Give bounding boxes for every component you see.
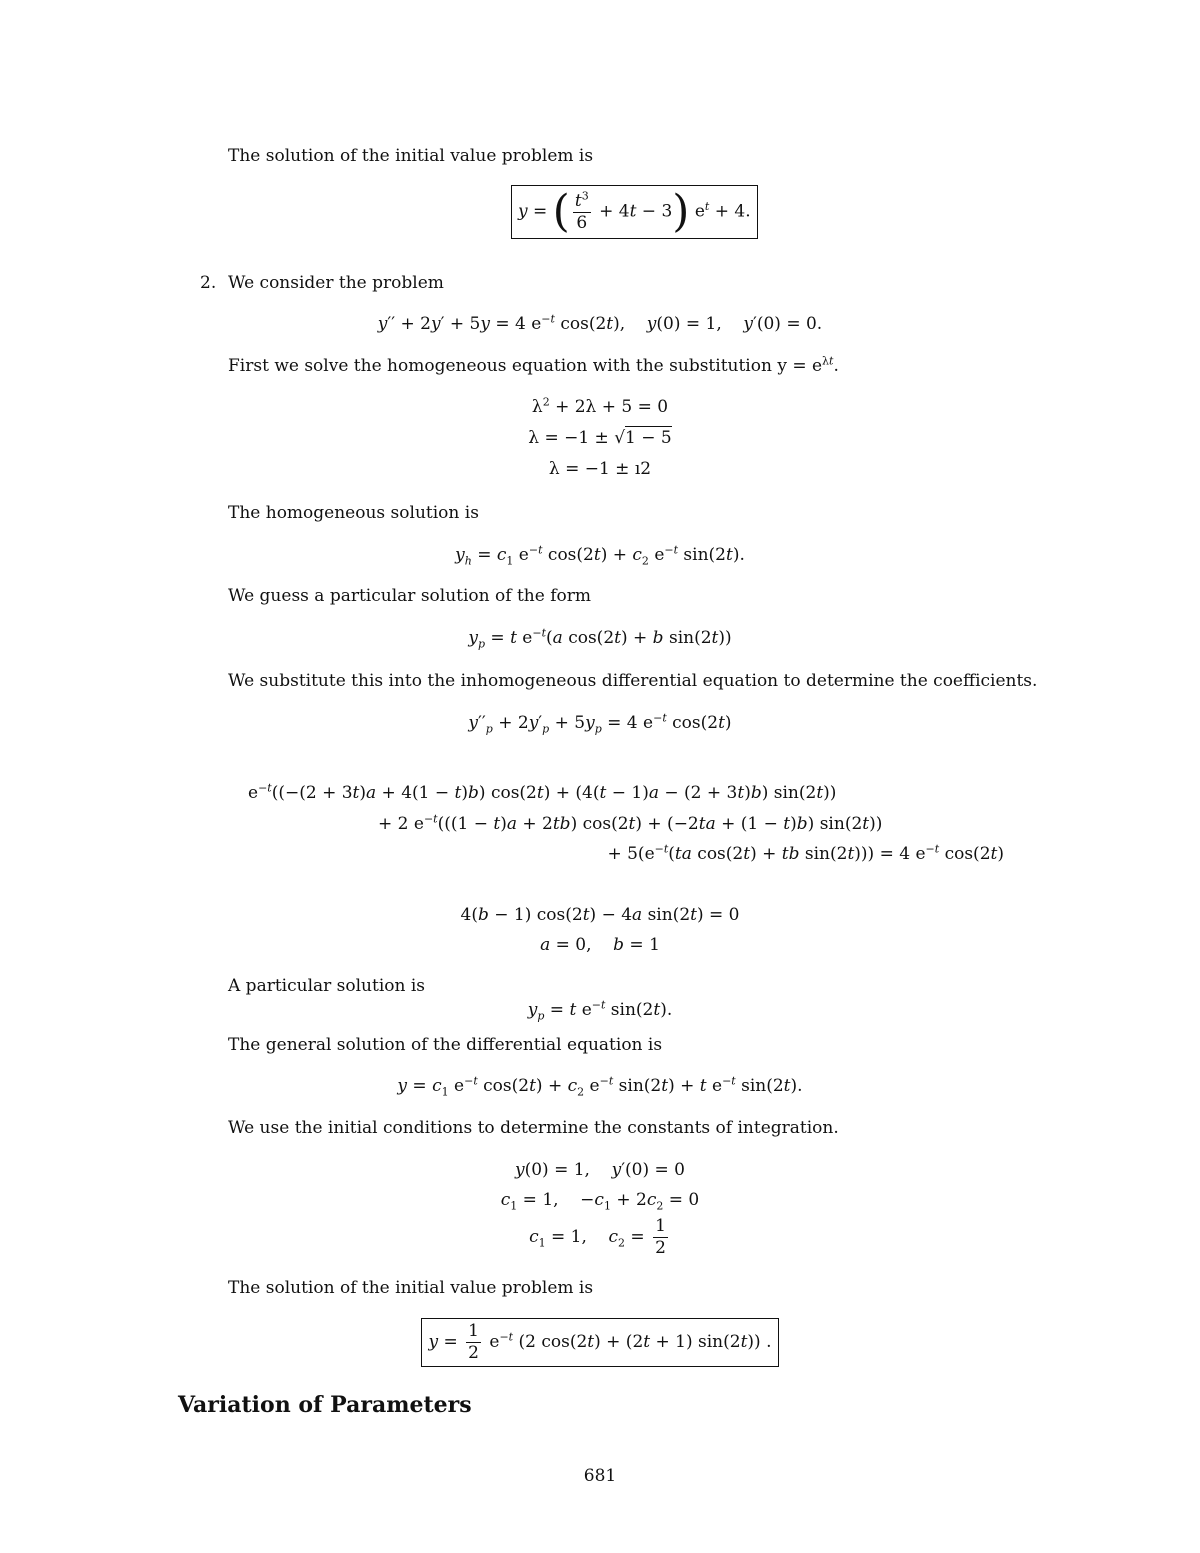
text-consider-problem: We consider the problem — [228, 273, 444, 293]
equation-coefficients: a = 0, b = 1 — [540, 935, 660, 955]
text-solution-ivp-1: The solution of the initial value problem is — [228, 146, 594, 166]
text-particular: A particular solution is — [228, 976, 426, 996]
equation-general-solution: $y = c_1$ $e^{-t}$ $\cos(2t) + c_2$ $e^{-t}$ sin(2t) + t $e^{-t}$ sin(2t). — [397, 1074, 803, 1099]
text-general: The general solution of the differential equation is — [228, 1035, 663, 1055]
boxed-solution-2: y = $\frac{1}{2}$ $e^{-t}$ (2 cos(2t) + (2t + 1) sin(2t)) . — [0, 1318, 1200, 1367]
text-initial-conditions: We use the initial conditions to determine the constants of integration. — [228, 1118, 839, 1138]
equation-constants-values: $c_1 = 1$, $c_2$ = $\frac{1}{2}$ — [529, 1216, 666, 1258]
equation-constants-system: $c_1 = 1$, $-c_1 + 2c_2 = 0$ — [500, 1190, 700, 1213]
equation-inhomogeneous: $y''_p + 2y'_p + 5y_p = 4$ $e^{-t}$ cos(2t) — [468, 711, 732, 736]
equation-problem: y′′ + 2y′ + 5y = 4 $e^{-t}$ cos(2t), y(0) = 1, y′(0) = 0. — [377, 312, 823, 334]
text-homogeneous: The homogeneous solution is — [228, 503, 479, 523]
equation-expanded-line-1: $e^{-t}((-(2 + 3t)a + 4(1 - t)b) \cos(2t) + (4(t - 1)a - (2 + 3t)b)$ sin(2t)) — [248, 781, 837, 803]
boxed-solution-1: y = ( $\frac{t^3}{6}$ + 4t − 3) $e^t + 4$. — [511, 185, 758, 239]
equation-coefficient-relation: 4(b − 1) cos(2t) − 4a sin(2t) = 0 — [460, 905, 740, 925]
section-heading: Variation of Parameters — [178, 1392, 472, 1418]
equation-homogeneous-solution: $y_h = c_1$ $e^{-t}$ $\cos(2t) + c_2$ $e^{-t}$ sin(2t). — [455, 543, 745, 568]
equation-lambda-root: λ = −1 ± √1 − 5 — [528, 428, 672, 448]
item-number: 2. — [200, 273, 217, 293]
equation-particular-form: $y_p = t$ $e^{-t}(a$ cos(2t) + b sin(2t)) — [468, 626, 732, 651]
text-substitute: We substitute this into the inhomogeneous differential equation to determine the coefficients. — [228, 671, 1038, 691]
text-solution-ivp-2: The solution of the initial value problem is — [228, 1278, 594, 1298]
equation-lambda-complex: λ = −1 ± ı2 — [548, 459, 652, 479]
equation-expanded-line-3: + $5(e^{-t}(ta$ cos(2t) + tb sin(2t))) = 4 $e^{-t}$ cos(2t) — [607, 842, 1004, 864]
text-first-solve: First we solve the homogeneous equation with the substitution $y = e^{\lambda t}$. — [228, 354, 839, 376]
text-first-solve-body: First we solve the homogeneous equation with the substitution y = e — [228, 356, 823, 376]
equation-expanded-line-2: + 2 $e^{-t}(((1 - t)a + 2tb) \cos(2t) + (-2ta + (1 - t)b)$ sin(2t)) — [378, 812, 883, 834]
equation-characteristic: $\lambda^2 + 2\lambda + 5 = 0$ — [531, 395, 669, 417]
page-number: 681 — [583, 1466, 617, 1486]
text-guess: We guess a particular solution of the form — [228, 586, 591, 606]
equation-particular-solution: $y_p = t$ $e^{-t}$ sin(2t). — [527, 998, 673, 1023]
equation-initial-values: y(0) = 1, y′(0) = 0 — [515, 1160, 685, 1180]
